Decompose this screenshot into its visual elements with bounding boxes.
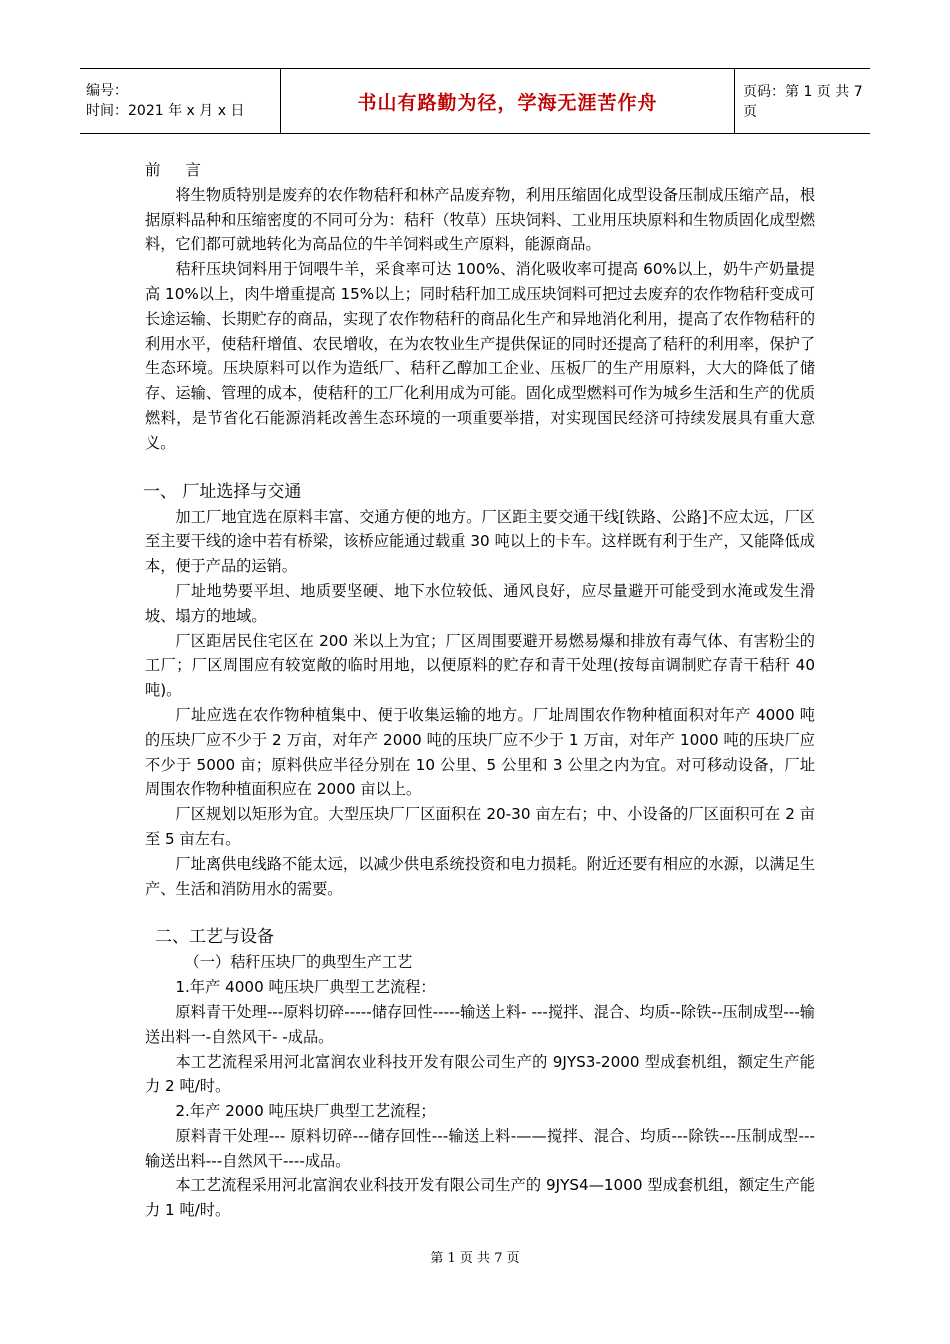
section-1-paragraph: 厂区规划以矩形为宜。大型压块厂厂区面积在 20-30 亩左右；中、小设备的厂区面积可在 2 亩至 5 亩左右。 — [145, 805, 815, 848]
section-1-paragraph: 厂区距居民住宅区在 200 米以上为宜；厂区周围要避开易燃易爆和排放有毒气体、有害粉尘的工厂；厂区周围应有较宽敞的临时用地，以便原料的贮存和青干处理(按每亩调制贮存青干秸秆 40 吨)。 — [145, 631, 815, 700]
preface-paragraph-2: 秸秆压块饲料用于饲喂牛羊，采食率可达 100%、消化吸收率可提高 60%以上，奶牛产奶量提高 10%以上，肉牛增重提高 15%以上；同时秸秆加工成压块饲料可把过去废弃的农作物秸秆变成可长途运输、长期贮存的商品，实现了农作物秸秆的商品化生产和异地消化利用，提高了农作物秸秆的利用水平，使秸秆增值、农民增收，在为农牧业生产提供保证的同时还提高了秸秆的利用率，保护了生态环境。压块原料可以作为造纸厂、秸秆乙醇加工企业、压板厂的生产用原料，大大的降低了储存、运输、管理的成本，使秸秆的工厂化利用成为可能。固化成型燃料可作为城乡生活和生产的优质燃料，是节省化石能源消耗改善生态环境的一项重要举措，对实现国民经济可持续发展具有重大意义。 — [145, 260, 815, 452]
document-number-label: 编号： — [86, 83, 128, 99]
section-2-paragraph: 本工艺流程采用河北富润农业科技开发有限公司生产的 9JYS3-2000 型成套机组，额定生产能力 2 吨/时。 — [145, 1052, 815, 1096]
preface-paragraph-1: 将生物质特别是废弃的农作物秸秆和林产品废弃物，利用压缩固化成型设备压制成压缩产品，根据原料品种和压缩密度的不同可分为：秸秆（牧草）压块饲料、工业用压块原料和生物质固化成型燃料，它们都可就地转化为高品位的牛羊饲料或生产原料，能源商品。 — [145, 185, 815, 254]
section-2-paragraph: 本工艺流程采用河北富润农业科技开发有限公司生产的 9JYS4—1000 型成套机组，额定生产能力 1 吨/时。 — [145, 1176, 815, 1220]
header-meta — [80, 69, 280, 133]
document-date: 时间：2021 年 x 月 x 日 — [86, 103, 245, 119]
page-footer: 第 1 页 共 7 页 — [430, 1251, 520, 1266]
header-motto: 书山有路勤为径，学海无涯苦作舟 — [357, 91, 658, 114]
section-2-subheading: （一）秸秆压块厂的典型生产工艺 — [184, 953, 413, 972]
section-1-heading: 一、 厂址选择与交通 — [143, 481, 302, 502]
section-2-paragraph: 原料青干处理--- 原料切碎---储存回性---输送上料-——搅拌、混合、均质---除铁---压制成型---输送出料---自然风干----成品。 — [145, 1126, 815, 1170]
section-2-paragraph: 原料青干处理---原料切碎-----储存回性-----输送上料- ---搅拌、混合、均质--除铁--压制成型---输送出料一-自然风干- -成品。 — [145, 1002, 815, 1046]
section-1-paragraph: 加工厂地宜选在原料丰富、交通方便的地方。厂区距主要交通干线[铁路、公路]不应太远，厂区至主要干线的途中若有桥梁，该桥应能通过载重 30 吨以上的卡车。这样既有利于生产，又能降低成本，便于产品的运销。 — [145, 507, 815, 576]
page-header — [80, 68, 870, 134]
section-1-paragraph: 厂址离供电线路不能太远，以减少供电系统投资和电力损耗。附近还要有相应的水源，以满足生产、生活和消防用水的需要。 — [145, 854, 815, 898]
section-1-paragraph: 厂址地势要平坦、地质要坚硬、地下水位较低、通风良好，应尽量避开可能受到水淹或发生滑坡、塌方的地域。 — [145, 581, 815, 625]
header-motto-cell — [280, 69, 735, 133]
document-body — [145, 158, 815, 1223]
section-2-heading: 二、工艺与设备 — [155, 927, 274, 948]
section-1-paragraph: 厂址应选在农作物种植集中、便于收集运输的地方。厂址周围农作物种植面积对年产 4000 吨的压块厂应不少于 2 万亩，对年产 2000 吨的压块厂应不少于 1 万亩，对年产 1000 吨的压块厂应不少于 5000 亩；原料供应半径分别在 10 公里、5 公里和 3 公里之内为宜。对可移动设备，厂址周围农作物种植面积应在 2000 亩以上。 — [145, 705, 815, 799]
section-2-paragraph: 2.年产 2000 吨压块厂典型工艺流程； — [175, 1102, 436, 1121]
section-2-paragraph: 1.年产 4000 吨压块厂典型工艺流程： — [175, 978, 436, 997]
header-page-info: 页码：第 1 页 共 7 页 — [743, 84, 863, 120]
page-title: 前 言 — [145, 161, 211, 179]
